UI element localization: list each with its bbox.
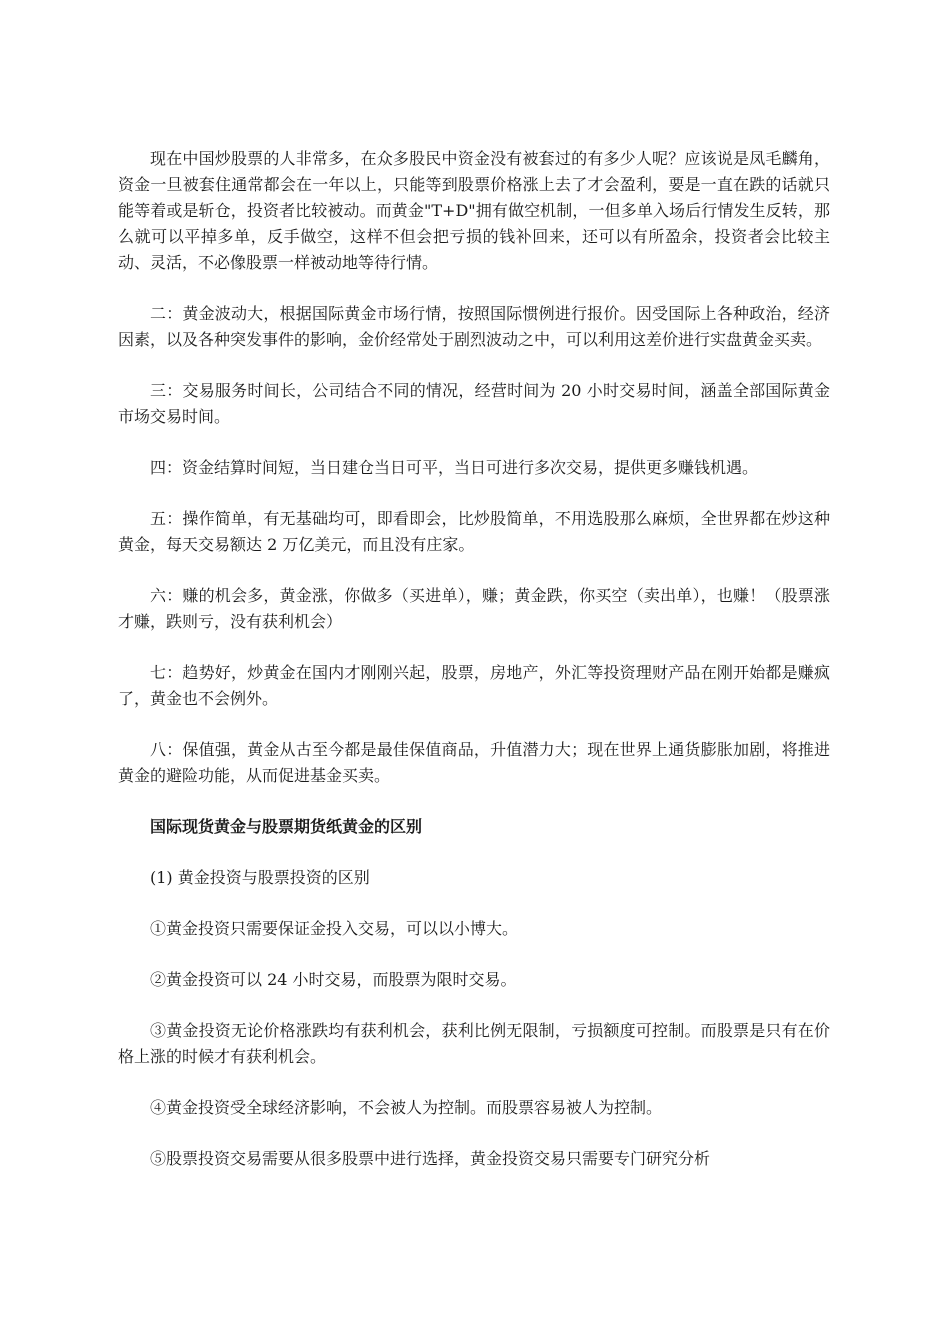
subsection-heading: (1) 黄金投资与股票投资的区别 [150, 868, 370, 887]
point-three-paragraph: 三：交易服务时间长，公司结合不同的情况，经营时间为 20 小时交易时间，涵盖全部国际黄金市场交易时间。 [118, 381, 830, 426]
point-seven-paragraph: 七：趋势好，炒黄金在国内才刚刚兴起，股票，房地产，外汇等投资理财产品在刚开始都是赚疯了，黄金也不会例外。 [118, 663, 830, 708]
point-four-paragraph: 四：资金结算时间短，当日建仓当日可平，当日可进行多次交易，提供更多赚钱机遇。 [150, 458, 759, 477]
comparison-item-2: ②黄金投资可以 24 小时交易，而股票为限时交易。 [150, 970, 517, 989]
point-six-paragraph: 六：赚的机会多，黄金涨，你做多（买进单），赚；黄金跌，你买空（卖出单），也赚！（股票涨才赚，跌则亏，没有获利机会） [118, 586, 830, 631]
section-heading: 国际现货黄金与股票期货纸黄金的区别 [150, 817, 423, 836]
point-eight-paragraph: 八：保值强，黄金从古至今都是最佳保值商品，升值潜力大；现在世界上通货膨胀加剧，将推进黄金的避险功能，从而促进基金买卖。 [118, 740, 830, 785]
comparison-item-1: ①黄金投资只需要保证金投入交易，可以以小博大。 [150, 919, 519, 938]
comparison-item-5: ⑤股票投资交易需要从很多股票中进行选择，黄金投资交易只需要专门研究分析 [150, 1149, 711, 1168]
document-body [118, 146, 830, 1197]
intro-paragraph: 现在中国炒股票的人非常多，在众多股民中资金没有被套过的有多少人呢？应该说是凤毛麟角，资金一旦被套住通常都会在一年以上，只能等到股票价格涨上去了才会盈利，要是一直在跌的话就只能等着或是斩仓，投资者比较被动。而黄金"T+D"拥有做空机制，一但多单入场后行情发生反转，那么就可以平掉多单，反手做空，这样不但会把亏损的钱补回来，还可以有所盈余，投资者会比较主动、灵活，不必像股票一样被动地等待行情。 [118, 149, 830, 272]
comparison-item-3: ③黄金投资无论价格涨跌均有获利机会，获利比例无限制，亏损额度可控制。而股票是只有在价格上涨的时候才有获利机会。 [118, 1021, 830, 1066]
point-two-paragraph: 二：黄金波动大，根据国际黄金市场行情，按照国际惯例进行报价。因受国际上各种政治，经济因素，以及各种突发事件的影响，金价经常处于剧烈波动之中，可以利用这差价进行实盘黄金买卖。 [118, 304, 830, 349]
point-five-paragraph: 五：操作简单，有无基础均可，即看即会，比炒股简单，不用选股那么麻烦，全世界都在炒这种黄金，每天交易额达 2 万亿美元，而且没有庄家。 [118, 509, 830, 554]
comparison-item-4: ④黄金投资受全球经济影响，不会被人为控制。而股票容易被人为控制。 [150, 1098, 663, 1117]
